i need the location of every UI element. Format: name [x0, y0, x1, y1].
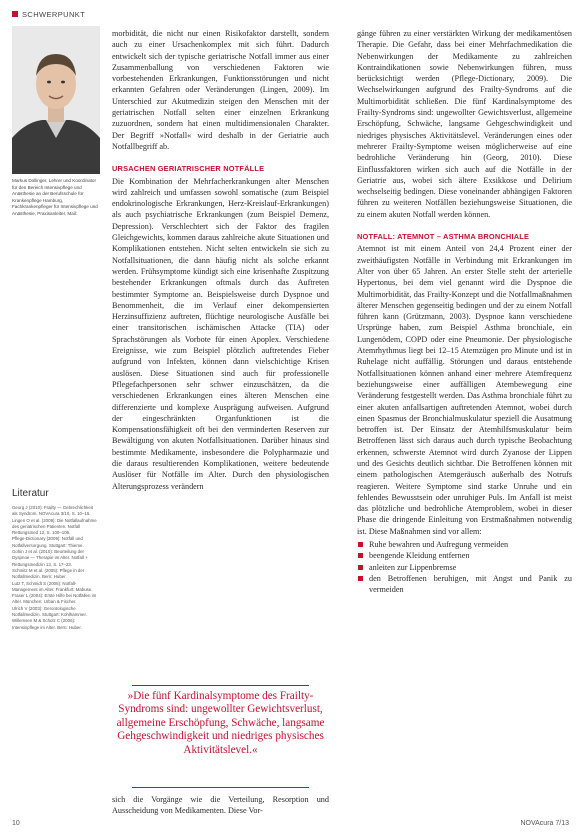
subheading-ursachen: URSACHEN GERIATRISCHER NOTFÄLLE: [112, 164, 265, 174]
literature-item: Gohin J et al. (2010): Beurteilung der Dyspnoe — Therapie im Alter. Notfall + Rettungsmedizin 13, S. 17–23.: [12, 549, 88, 567]
literature-item: Schmitz M et al. (2005): Pflege in der Notfallmedizin. Bern: Huber.: [12, 567, 85, 580]
page-number: 10: [12, 820, 20, 827]
author-sidebar: [12, 26, 100, 816]
literature-item: Pflege-Dictionary (2009): Notfall und Notfallversorgung. Stuttgart: Thieme.: [12, 536, 84, 548]
literature-heading: Literatur: [12, 488, 49, 499]
list-item: beengende Kleidung entfernen: [357, 550, 572, 561]
pullquote-bottom-rule: [132, 787, 309, 788]
section-tag: [12, 8, 85, 20]
literature-item: Georg J (2010): Frailty — Gebrechlichkeit als Syndrom. NOVAcura 3/10, S. 10–15.: [12, 505, 94, 517]
pullquote: »Die fünf Kardinalsymptome des Frailty-Syndroms sind: ungewollter Gewichtsverlust, allgemeine Erschöpfung, Schwäche, langsame Gehgeschwindigkeit und niedriges physisches Aktivitätslevel.«: [116, 690, 325, 756]
right-column: [357, 28, 572, 596]
middle-column: [112, 28, 329, 492]
literature-item: Lingen O et al. (2009): Die Notfallaufnahme des geriatrischen Patienten. Notfall Rettungsmed 12, S. 100–106.: [12, 517, 97, 536]
subheading-atemnot: NOTFALL: ATEMNOT – ASTHMA BRONCHIALE: [357, 232, 530, 242]
list-item: Ruhe bewahren und Aufregung vermeiden: [357, 539, 572, 550]
middle-intro-paragraph: morbidität, die nicht nur einen Risikofaktor darstellt, sondern auch zu einer Ursachenkomplex mit sich führt. Dadurch entwickelt sich der typische geriatrische Notfall immer aus einer Zusammenballung von verschiedenen Faktoren wie vorbestehenden Erkrankungen, Funktionsstörungen und nicht erkannten Gefahren oder Veränderungen (Lingen, 2009). Im Unterschied zur Akutmedizin steigen den Menschen mit der geriatrischen Notfall selten einer einzelnen Erkrankung zuzuordnen, sondern hat einen multidimensionalen Charakter. Der Begriff »Notfall« wird deshalb in der Geriatrie auch Notfallbegriff ab.: [112, 29, 329, 151]
author-photo: [12, 26, 100, 174]
author-bio: Markus Dollinger, Lehrer und Koordinator für den Bereich Intensivpflege und Anästhesie an der Berufsschule für Krankenpflege Hamburg, Fachkrankenpfleger für Intensivpflege und Anästhesie, Praxisanleiter, Mail:: [12, 178, 98, 216]
literature-item: Willemsen M & Scholz C (2006): Intensivpflege im Alter. Bern: Huber.: [12, 618, 82, 630]
middle-bottom-paragraph: sich die Vorgänge wie die Verteilung, Resorption und Ausscheidung von Medikamenten. Diese Vor-: [112, 795, 329, 816]
section-marker-icon: [12, 11, 18, 17]
pullquote-top-rule: [132, 685, 309, 686]
right-body-paragraph: Atemnot ist mit einem Anteil von 24,4 Prozent einer der zweithäufigsten Notfälle in Verbindung mit Erkrankungen im Alter von über 65 Jahren. An erster Stelle steht der arterielle Hypertonus, bei dem viel genannt wird die Dyspnoe die Multimorbidität, das Frailty-Konzept und die Notfallmaßnahmen älterer Menschen gegenseitig bedingen und der zu einem Notfall führen kann (Grützmann, 2003). Dyspnoe kann verschiedene Ursprünge haben, zum Beispiel Asthma bronchiale, ein Lungenödem, COPD oder eine Pneumonie. Der physiologische Atemrhythmus liegt bei 12–15 Atemzügen pro Minute und ist in Ruhelage nicht auffällig. Störungen und daraus entstehende Notfallsituationen können anhand einer mehrere Atemfrequenz beziehungsweise einer auffälligen Atembewegung eine Veränderung festgestellt werden. Das Asthma bronchiale führt zu einer akuten anfallsartigen auftretenden Atemnot, wobei durch einen Spasmus der Bronchialmuskulatur speziell die Ausatmung betroffen ist. Der Einsatz der Atemhilfsmuskulatur beim Betroffenen lässt sich daraus auch durch typische Beobachtung erkennen, schwerste Atemnot wird durch Zyanose der Lippen und des Gesichts deutlich sichtbar. Die Betroffenen können mit einem pathologischen Atemgeräusch außerhalb des Notrufs reagieren. Weitere Symptome sind starke Unruhe und ein fehlendes Bewusstsein oder unruhiger Puls. Im Anfall ist meist das plötzliche und bedrohliche Atemproblem, wobei in dieser Phase die dringende Einleitung von Erstmaßnahmen notwendig ist. Diese Maßnahmen sind vor allem:: [357, 244, 572, 536]
literature-item: Lutz T, Schmidt S (2005): Notfall-Management im Alter. Frankfurt: Mabuse.: [12, 580, 93, 592]
list-item: den Betroffenen beruhigen, mit Angst und Panik zu vermeiden: [357, 573, 572, 596]
author-portrait-icon: [12, 26, 100, 174]
literature-list: [12, 505, 98, 631]
list-item: anleiten zur Lippenbremse: [357, 562, 572, 573]
section-label: SCHWERPUNKT: [22, 9, 86, 19]
journal-issue: NOVAcura 7/13: [520, 820, 569, 827]
literature-item: Ulrich V (2003): Gerontologische Notfallmedizin. Stuttgart: Kohlhammer.: [12, 605, 87, 618]
right-intro-paragraph: gänge führen zu einer verstärkten Wirkung der medikamentösen Therapie. Die Gefahr, dass bei einer Mehrfachmedikation die Nebenwirkungen der Medikamente zu zahlreichen Kontraindikationen sowie Nebenwirkungen führen, muss berücksichtigt werden (Pflege-Dictionary, 2009). Die Wechselwirkungen aufgrund des Frailty-Syndroms auf die Multimorbidität schließen. Die fünf Kardinalsymptome des Frailty-Syndroms sind: ungewollter Gewichtsverlust, allgemeine Erschöpfung, Schwäche, langsame Gehgeschwindigkeit und niedriges physisches Aktivitätslevel. Veränderungen eines oder mehrerer Frailty-Symptome weisen möglicherweise auf eine bedrohliche Veränderung hin (Georg, 2010). Diese Einflussfaktoren wirken sich auch auf die Notfälle in der Geriatrie aus, wobei sich ältere Exsikkose und Delirium wechselseitig bedingen. Diese voneinander abhängigen Faktoren führen zu weiteren Notfällen beziehungsweise Situationen, die zu einem akuten Notfall werden können.: [357, 29, 572, 219]
measures-list: [357, 539, 572, 595]
literature-item: Fraser L (2004): Erste Hilfe bei Notfällen im Alter. München: Urban & Fischer.: [12, 593, 97, 605]
middle-body-paragraph: Die Kombination der Mehrfacherkrankungen alter Menschen wird zahlreich und umfassen sowohl somatische (zum Beispiel endokrinologische Erkrankungen, Herz-Kreislauf-Erkrankungen) als auch psychiatrische Erkrankungen (zum Beispiel Demenz, Depression). Verschlechtert sich der Faktor des fragilen Gleichgewichts, kommen daraus zahlreiche akute Situationen und Komplikationen entstehen. Nicht selten entwickeln sie sich zu Notfallsituationen, die dann häufig nicht als solche erkannt werden. Frühsymptome kündigt sich eine krisenhafte Zuspitzung bestehender Erkrankungen oftmals durch das Auftreten bestimmter Symptome an. Beispielsweise durch Dyspnoe und Benommenheit, die im Verlauf einer dekompensierten Herzinsuffizienz auftreten, flüchtige neurologische Ausfälle bei einer transitorischen ischämischen Attacke (TIA) oder Sprachstörungen als Vorbote für einen Apoplex. Verschiedene Ereignisse, wie zum Beispiel plötzlich auftretendes Fieber aufgrund von Infekten, können dann vielschichtige Krisen auslösen. Diese Situationen sind auch für professionelle Pflegefachpersonen sehr schwer einzuschätzen, da die verschiedenen Erkrankungen eines älteren Menschen eine differenzierte und komplexe Ausprägung aufweisen. Aufgrund der eingeschränkten Organfunktionen ist die Kompensationsfähigkeit oft bei den verminderten Reserven zur Bewältigung von akuten Notfallsituationen. Darüber hinaus sind bestimmte Medikamente, insbesondere die Polypharmazie und die daraus resultierenden Komplikationen, weitere bedeutende Auslöser für Notfälle im Alter. Durch den physiologischen Alterungsprozess verändern: [112, 176, 329, 491]
